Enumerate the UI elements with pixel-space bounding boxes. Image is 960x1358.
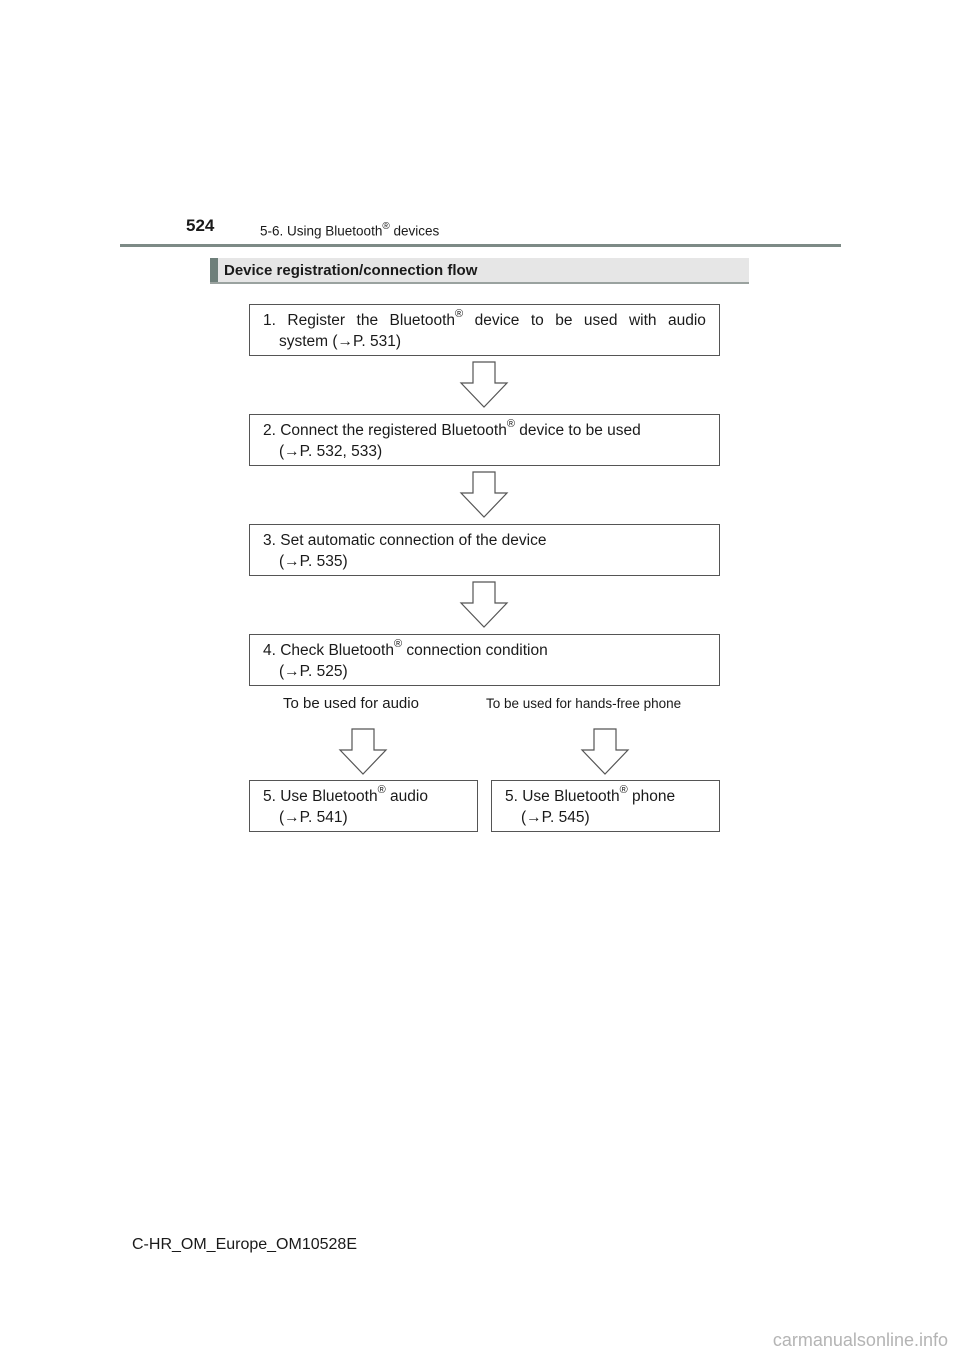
section-title-registered-mark: ® [382,221,390,232]
step-1-line-2: system (→P. 531) [279,333,402,350]
step-5-audio-line-2: (→P. 541) [279,809,348,826]
watermark: carmanualsonline.info [772,1330,948,1350]
branch-label-phone: To be used for hands-free phone [486,696,682,711]
branch-label-audio: To be used for audio [283,695,419,712]
step-1-word-bluetooth [389,307,464,331]
registered-mark: ® [455,307,464,320]
step-1-box [249,304,720,356]
document-code: C-HR_OM_Europe_OM10528E [132,1236,357,1253]
step-2-text-suffix: device to be used [514,422,641,439]
hollow-down-arrow-icon [338,728,388,776]
step-3-line-2: (→P. 535) [279,553,348,570]
step-1-line-1 [263,307,706,331]
page-number: 524 [186,216,215,235]
section-title-prefix: 5-6. Using Bluetooth [260,223,383,239]
step-1-word: 1. [263,312,276,329]
step-2-line-1 [263,417,706,441]
registered-mark: ® [506,417,515,430]
step-1-word: audio [667,312,706,329]
hollow-down-arrow-icon [459,471,509,519]
hollow-down-arrow-icon [459,361,509,409]
step-1-word: Register [287,312,346,329]
step-1-word: be [555,312,573,329]
registered-mark: ® [393,637,403,650]
header-rule [120,244,841,247]
step-5-phone-text-prefix: 5. Use Bluetooth [505,788,620,805]
step-1-word: the [356,312,379,329]
step-5-audio-box [249,780,478,832]
step-5-phone-text-suffix: phone [627,788,676,805]
step-1-bluetooth-text: Bluetooth® [389,307,464,329]
step-5-audio-text-suffix: audio [385,788,428,805]
step-1-word: with [628,312,657,329]
step-4-line-1 [263,637,706,661]
step-4-box [249,634,720,686]
section-heading: Device registration/connection flow [224,262,478,279]
step-1-word: device [474,312,520,329]
step-5-phone-line-1 [505,783,706,807]
section-title [260,222,439,239]
step-5-audio-line-1 [263,783,464,807]
hollow-down-arrow-icon [459,581,509,629]
registered-mark: ® [619,783,628,796]
step-5-audio-text-prefix: 5. Use Bluetooth [263,788,378,805]
step-3-box [249,524,720,576]
step-5-phone-line-2: (→P. 545) [521,809,590,826]
step-2-line-2: (→P. 532, 533) [279,443,383,460]
section-heading-bar [210,258,749,284]
hollow-down-arrow-icon [580,728,630,776]
step-4-text-prefix: 4. Check Bluetooth [263,642,394,659]
step-2-box [249,414,720,466]
step-3-line-1: 3. Set automatic connection of the device [263,532,547,549]
registered-mark: ® [377,783,386,796]
section-title-suffix: devices [389,223,440,239]
step-1-word: to [530,312,544,329]
step-1-word: used [583,312,618,329]
step-5-phone-box [491,780,720,832]
step-4-line-2: (→P. 525) [279,663,348,680]
heading-accent [210,258,218,282]
step-4-text-suffix: connection condition [402,642,548,659]
step-2-text-prefix: 2. Connect the registered Bluetooth [263,422,507,439]
